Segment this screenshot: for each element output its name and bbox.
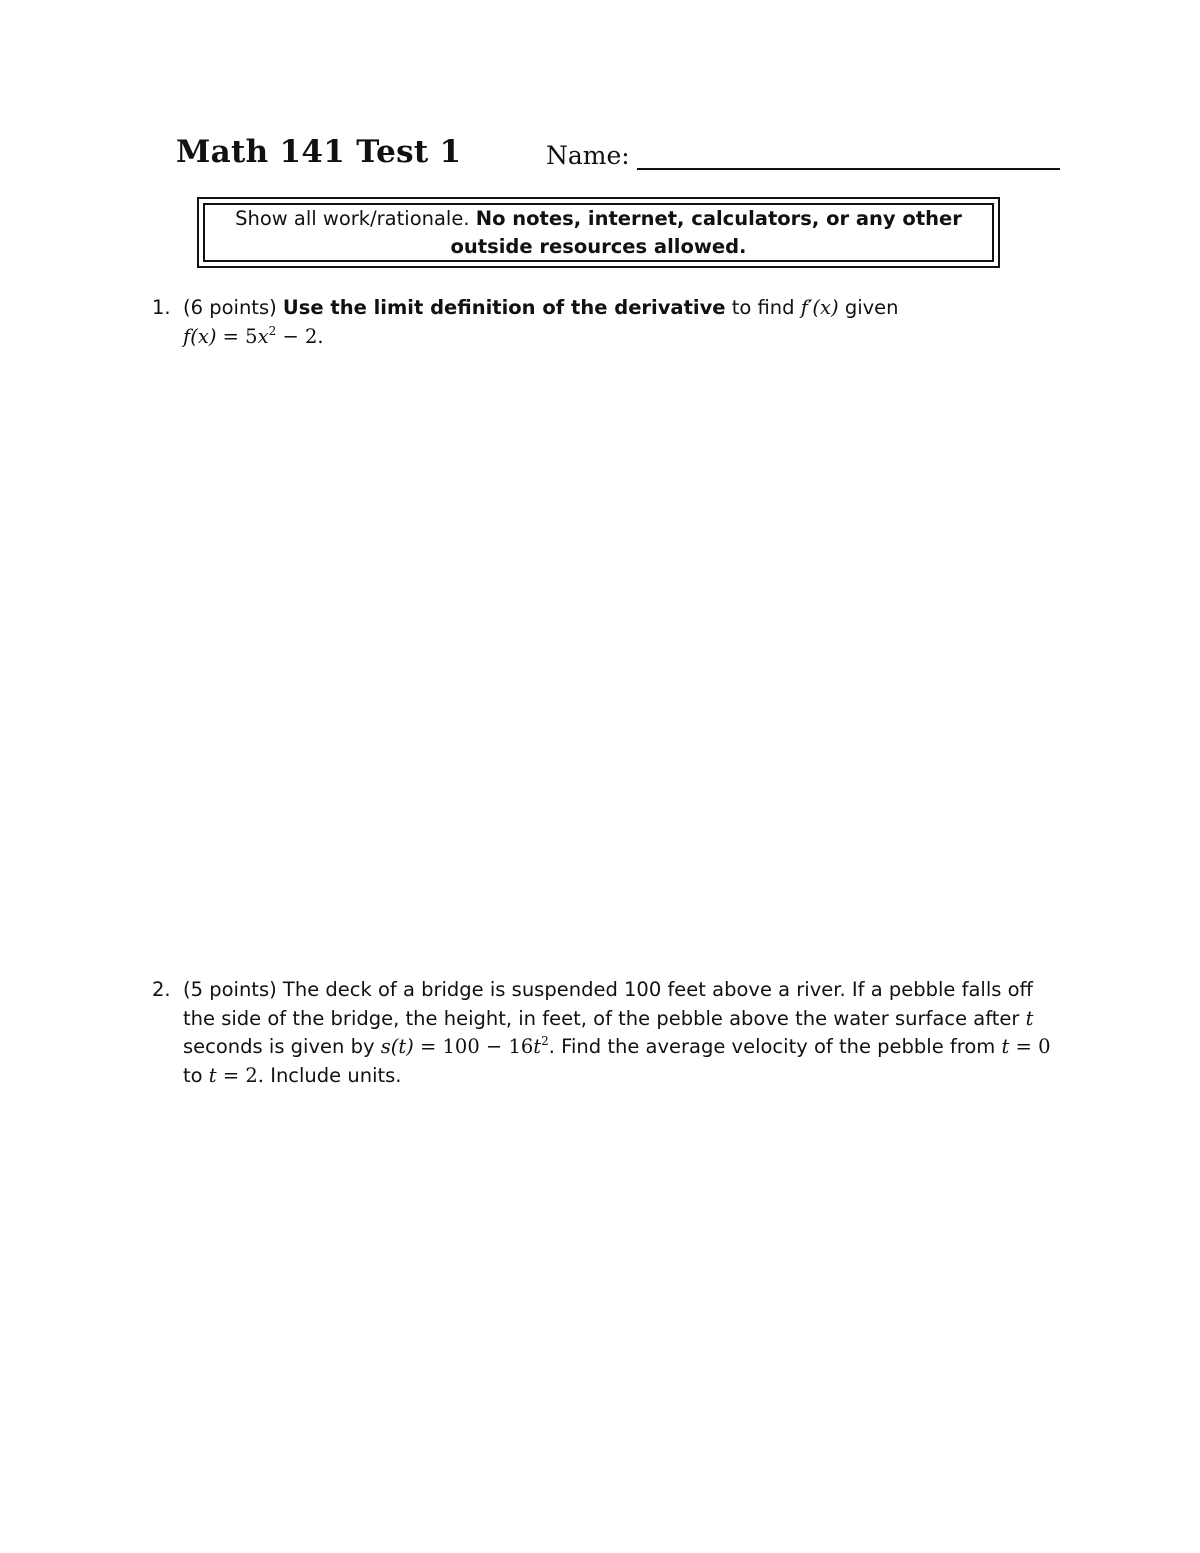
problem-text-part: seconds is given by xyxy=(183,1035,375,1058)
math-exponent: 2 xyxy=(541,1034,549,1048)
problem-text-part: Include units. xyxy=(270,1063,402,1087)
math-t: t xyxy=(1025,1006,1034,1030)
problem-text-part: to find xyxy=(731,296,795,319)
problem-text xyxy=(183,294,972,351)
math-t: t xyxy=(208,1063,217,1087)
problem-points: (6 points) xyxy=(183,296,277,319)
math-eq: = 0 xyxy=(1015,1035,1051,1058)
exam-title: Math 141 Test 1 xyxy=(176,134,462,170)
name-label: Name: xyxy=(546,141,630,170)
problem-text-part: given xyxy=(844,296,899,319)
instructions-plain: Show all work/rationale. xyxy=(235,206,470,230)
problem-text-part: . Find the average velocity of the pebble from xyxy=(548,1035,996,1058)
math-rest: − 2. xyxy=(282,324,324,348)
instructions-text xyxy=(203,203,994,262)
problem-text-part: The deck of a bridge is suspended 100 feet above a river. If a pebble falls off the side of the bridge, the height, in feet, of the pebble above the water surface after xyxy=(183,978,1033,1030)
problem-number: 2. xyxy=(152,978,171,1001)
problem-number: 1. xyxy=(152,296,171,319)
math-fprime: f′(x) xyxy=(800,296,839,319)
problem-points: (5 points) xyxy=(183,978,277,1001)
name-blank-line[interactable] xyxy=(637,168,1060,170)
instructions-bold: No notes, internet, calculators, or any other outside resources allowed. xyxy=(450,206,962,258)
problem-1 xyxy=(152,294,972,351)
problem-2 xyxy=(152,976,1062,1090)
problem-text-part: to xyxy=(183,1063,203,1087)
math-fx: f(x) xyxy=(183,324,217,348)
math-eq: = 2. xyxy=(222,1063,264,1087)
math-st: s(t) xyxy=(380,1035,414,1058)
math-exponent: 2 xyxy=(268,323,277,338)
math-x: x xyxy=(257,324,269,348)
math-eq: = 5 xyxy=(222,324,258,348)
math-eq: = 100 − 16 xyxy=(419,1035,534,1058)
problem-text xyxy=(183,976,1062,1090)
math-t: t xyxy=(533,1035,542,1058)
problem-emphasis: Use the limit definition of the derivative xyxy=(282,296,726,319)
math-t: t xyxy=(1001,1035,1010,1058)
instructions-box xyxy=(197,197,1000,268)
